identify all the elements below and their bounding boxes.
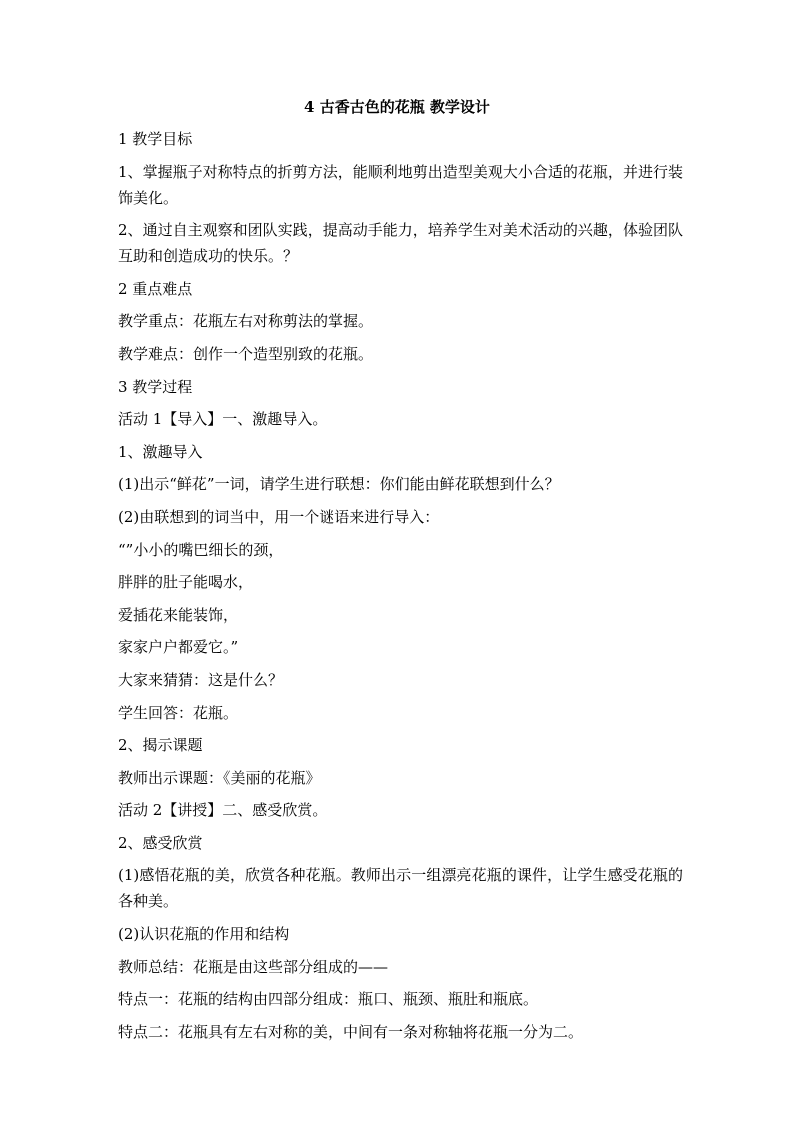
- paragraph: (1)感悟花瓶的美，欣赏各种花瓶。教师出示一组漂亮花瓶的课件，让学生感受花瓶的各种美。: [118, 866, 683, 911]
- paragraph: 胖胖的肚子能喝水，: [118, 573, 254, 592]
- paragraph: 教师出示课题：《美丽的花瓶》: [118, 768, 321, 787]
- paragraph: 2、感受欣赏: [118, 833, 203, 852]
- section-heading-process: 3 教学过程: [118, 377, 193, 396]
- paragraph: 1、掌握瓶子对称特点的折剪方法，能顺利地剪出造型美观大小合适的花瓶，并进行装饰美化。: [118, 162, 683, 207]
- paragraph: 学生回答：花瓶。: [118, 703, 239, 722]
- document-body: [118, 129, 683, 1054]
- paragraph: 家家户户都爱它。”: [118, 638, 239, 657]
- paragraph: 活动 2【讲授】二、感受欣赏。: [118, 801, 328, 820]
- paragraph: 教学难点：创作一个造型别致的花瓶。: [118, 344, 374, 363]
- section-heading-key-points: 2 重点难点: [118, 279, 193, 298]
- paragraph: 特点二：花瓶具有左右对称的美，中间有一条对称轴将花瓶一分为二。: [118, 1022, 584, 1041]
- paragraph: (2)由联想到的词当中，用一个谜语来进行导入：: [118, 507, 440, 526]
- paragraph: (2)认识花瓶的作用和结构: [118, 925, 290, 944]
- paragraph: 2、揭示课题: [118, 736, 203, 755]
- paragraph: 爱插花来能装饰，: [118, 605, 239, 624]
- paragraph: 教师总结：花瓶是由这些部分组成的——: [118, 957, 389, 976]
- paragraph: 2、通过自主观察和团队实践，提高动手能力，培养学生对美术活动的兴趣，体验团队互助和创造成功的快乐。？: [118, 221, 683, 266]
- paragraph: 1、激趣导入: [118, 442, 203, 461]
- paragraph: 大家来猜猜：这是什么？: [118, 670, 284, 689]
- document-title: 4 古香古色的花瓶 教学设计: [304, 98, 490, 116]
- paragraph: 特点一：花瓶的结构由四部分组成：瓶口、瓶颈、瓶肚和瓶底。: [118, 990, 539, 1009]
- paragraph: “”小小的嘴巴细长的颈，: [118, 540, 284, 559]
- paragraph: 教学重点：花瓶左右对称剪法的掌握。: [118, 312, 374, 331]
- paragraph: (1)出示“鲜花”一词，请学生进行联想：你们能由鲜花联想到什么？: [118, 475, 560, 494]
- section-heading-objectives: 1 教学目标: [118, 130, 193, 148]
- paragraph: 活动 1【导入】一、激趣导入。: [118, 410, 328, 429]
